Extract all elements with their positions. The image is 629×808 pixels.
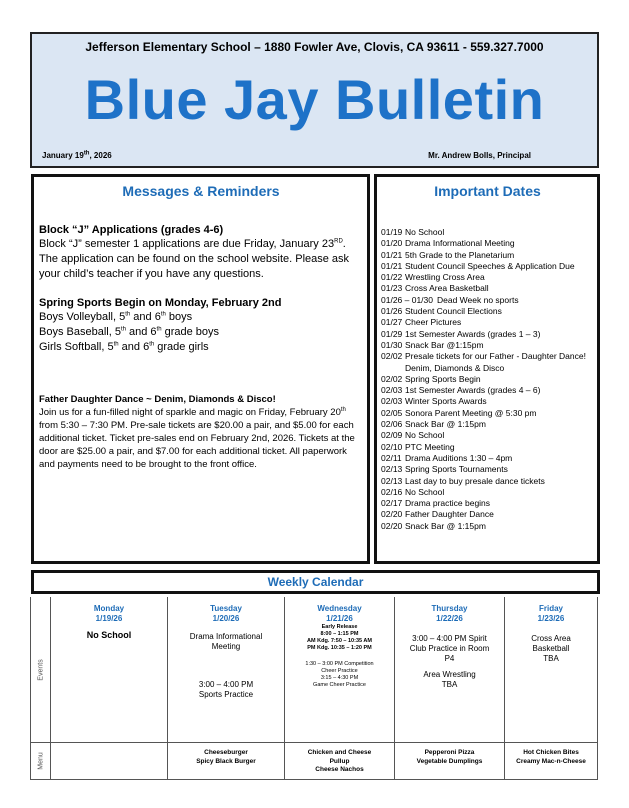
date-row [381,430,594,441]
date-description: 1st Semester Awards (grades 4 – 6) [405,385,541,396]
day-monday [51,597,168,743]
date-row [381,227,594,238]
date-value: 02/17 [381,498,403,509]
sports-line: Boys Volleyball, 5th and 6th boys [39,311,193,323]
day-tuesday [168,597,285,743]
date-description: Cheer Pictures [405,317,462,328]
day-name: Tuesday [210,604,242,613]
date-value: 02/06 [381,419,403,430]
menu-item: Spicy Black Burger [196,757,256,765]
weekly-calendar-grid [30,597,597,780]
date-description: Student Council Speeches & Application Due [405,260,575,271]
weekly-calendar-title: Weekly Calendar [31,570,600,594]
date-description: No School [405,227,445,237]
event-text: Early Release [321,624,358,630]
date-value: 01/21 [381,249,403,260]
date-row [381,374,594,385]
bulletin-header [30,32,599,168]
date-description: Sonora Parent Meeting @ 5:30 pm [405,407,537,418]
date-description: Drama Informational Meeting [405,238,515,249]
day-name: Friday [538,604,563,613]
date-value: 02/20 [381,520,403,531]
date-row [381,250,594,261]
event-text: TBA [543,654,559,663]
menu-item: Vegetable Dumplings [416,757,483,765]
date-value: 01/22 [381,272,403,283]
date-value: 02/05 [381,407,403,418]
date-description: Winter Sports Awards [405,396,487,407]
date-description: Father Daughter Dance [405,509,494,520]
menu-tuesday [168,743,285,780]
date-row [381,521,594,532]
day-wednesday [285,597,395,743]
date-description: 5th Grade to the Planetarium [405,249,515,260]
block-j-announcement [39,223,363,282]
date-row [381,261,594,272]
date-row [381,272,594,283]
menu-monday [51,743,168,780]
dance-heading: Father Daughter Dance ~ Denim, Diamonds & Disco! [39,394,276,405]
date-row [381,306,594,317]
event-text: PM Kdg. 10:35 – 1:20 PM [307,645,372,651]
event-text: 8:00 – 1:15 PM [320,631,359,637]
block-j-body: Block “J” semester 1 applications are due Friday, January 23RD. The application can be found on the school website. Please ask your child’s teacher if you have any questions. [39,238,350,280]
date-value: 02/02 [381,351,403,362]
menu-item: Creamy Mac-n-Cheese [516,757,586,765]
date-description: Dead Week no sports [437,294,519,305]
messages-title: Messages & Reminders [122,183,280,199]
event-text: 3:15 – 4:30 PM [320,675,359,681]
menu-thursday [395,743,505,780]
day-name: Wednesday [317,604,362,613]
day-date: 1/22/26 [436,614,463,623]
date-row [381,453,594,464]
date-description: Snack Bar @ 1:15pm [405,520,486,531]
date-row [381,283,594,294]
date-value: 02/16 [381,486,403,497]
block-j-heading: Block “J” Applications (grades 4-6) [39,224,224,236]
dance-body: Join us for a fun-filled night of sparkle and magic on Friday, February 20th from 5:30 – 7:30 PM. Pre-sale tickets are $20.00 a pair, and $5.00 for each additional ticket. Ticket pre-sales end on February 2nd, 2026. Tickets at the door are $25.00 a pair, and $7.00 for each additional ticket. All paperwork and payments need to be brought to the front office. [39,406,355,470]
date-value: 02/13 [381,475,403,486]
date-row [381,396,594,407]
principal-name: Mr. Andrew Bolls, Principal [428,151,531,160]
event-text: 3:00 – 4:00 PM Spirit Club Practice in Room P4 [409,634,490,663]
event-text: 1:30 – 3:00 PM Competition [305,661,374,667]
date-description: PTC Meeting [405,441,455,452]
date-row [381,509,594,520]
sports-line: Boys Baseball, 5th and 6th grade boys [39,326,220,338]
event-text: Drama Informational Meeting [189,632,263,651]
menu-friday [505,743,598,780]
menu-item: Pepperoni Pizza [424,749,475,756]
date-description: Drama Auditions 1:30 – 4pm [405,452,513,463]
event-text: No School [86,630,132,640]
date-description: Snack Bar @ 1:15pm [405,419,486,430]
menu-item: Pullup [329,757,350,765]
event-text: Sports Practice [198,690,254,699]
event-text: Game Cheer Practice [313,682,366,688]
bulletin-title: Blue Jay Bulletin [84,68,545,131]
date-description: No School [405,430,445,441]
issue-date: January 19th, 2026 [42,150,112,160]
date-value: 01/26 [381,306,403,317]
date-value: 01/20 [381,238,403,249]
date-value: 01/29 [381,328,403,339]
date-row [381,487,594,498]
date-value: 02/13 [381,464,403,475]
date-row [381,340,594,351]
school-address: Jefferson Elementary School – 1880 Fowler Ave, Clovis, CA 93611 - 559.327.7000 [85,40,544,54]
spring-sports-heading: Spring Sports Begin on Monday, February 2nd [39,297,282,309]
date-value: 01/26 – 01/30 [381,294,433,305]
day-date: 1/19/26 [95,614,123,623]
date-row [381,442,594,453]
date-row [381,408,594,419]
date-value: 01/23 [381,283,403,294]
father-daughter-dance-announcement [39,393,363,471]
event-text: Cross Area Basketball [531,634,571,653]
event-text: AM Kdg. 7:50 – 10:35 AM [307,638,372,644]
date-row [381,329,594,340]
date-description: Presale tickets for our Father - Daughter Dance! Denim, Diamonds & Disco [405,351,586,373]
date-value: 02/20 [381,509,403,520]
sports-line: Girls Softball, 5th and 6th grade girls [39,341,209,353]
menu-wednesday [285,743,395,780]
day-date: 1/20/26 [212,614,240,623]
date-row [381,464,594,475]
date-description: Last day to buy presale dance tickets [405,475,545,486]
date-value: 01/19 [381,227,403,237]
event-text: Area Wrestling [423,670,476,679]
menu-item: Cheeseburger [204,749,248,756]
date-row [381,238,594,249]
event-text: 3:00 – 4:00 PM [198,680,254,689]
date-value: 01/21 [381,260,403,271]
date-row [381,419,594,430]
date-row [381,476,594,487]
important-dates-panel [374,174,600,564]
menu-item: Hot Chicken Bites [523,749,579,756]
date-value: 02/10 [381,441,403,452]
date-row [381,317,594,328]
day-date: 1/23/26 [537,614,565,623]
dates-title: Important Dates [434,183,541,199]
date-row [381,295,594,306]
date-row [381,351,594,374]
date-description: Spring Sports Tournaments [405,464,508,475]
menu-item: Chicken and Cheese [307,749,372,756]
date-value: 02/09 [381,430,403,441]
messages-reminders-panel [31,174,370,564]
day-date: 1/21/26 [326,614,353,623]
date-value: 01/30 [381,339,403,350]
day-name: Monday [93,604,125,613]
date-row [381,498,594,509]
date-description: 1st Semester Awards (grades 1 – 3) [405,328,541,339]
date-value: 02/02 [381,373,403,384]
day-name: Thursday [431,604,468,613]
date-description: No School [405,486,445,497]
dates-list [381,227,594,532]
date-value: 02/11 [381,452,402,463]
date-value: 02/03 [381,396,403,407]
date-value: 01/27 [381,317,403,328]
menu-item: Cheese Nachos [315,766,364,773]
date-row [381,385,594,396]
date-description: Spring Sports Begin [405,373,481,384]
date-description: Cross Area Basketball [405,283,489,294]
date-description: Wrestling Cross Area [405,272,485,283]
day-friday [505,597,598,743]
date-description: Drama practice begins [405,498,491,509]
spring-sports-announcement [39,296,363,355]
date-description: Student Council Elections [405,306,502,317]
event-text: TBA [441,680,458,689]
date-description: Snack Bar @1:15pm [405,339,484,350]
events-row-label: Events [31,597,51,743]
event-text: Cheer Practice [321,668,358,674]
day-thursday [395,597,505,743]
date-value: 02/03 [381,385,403,396]
menu-row-label: Menu [31,743,51,780]
